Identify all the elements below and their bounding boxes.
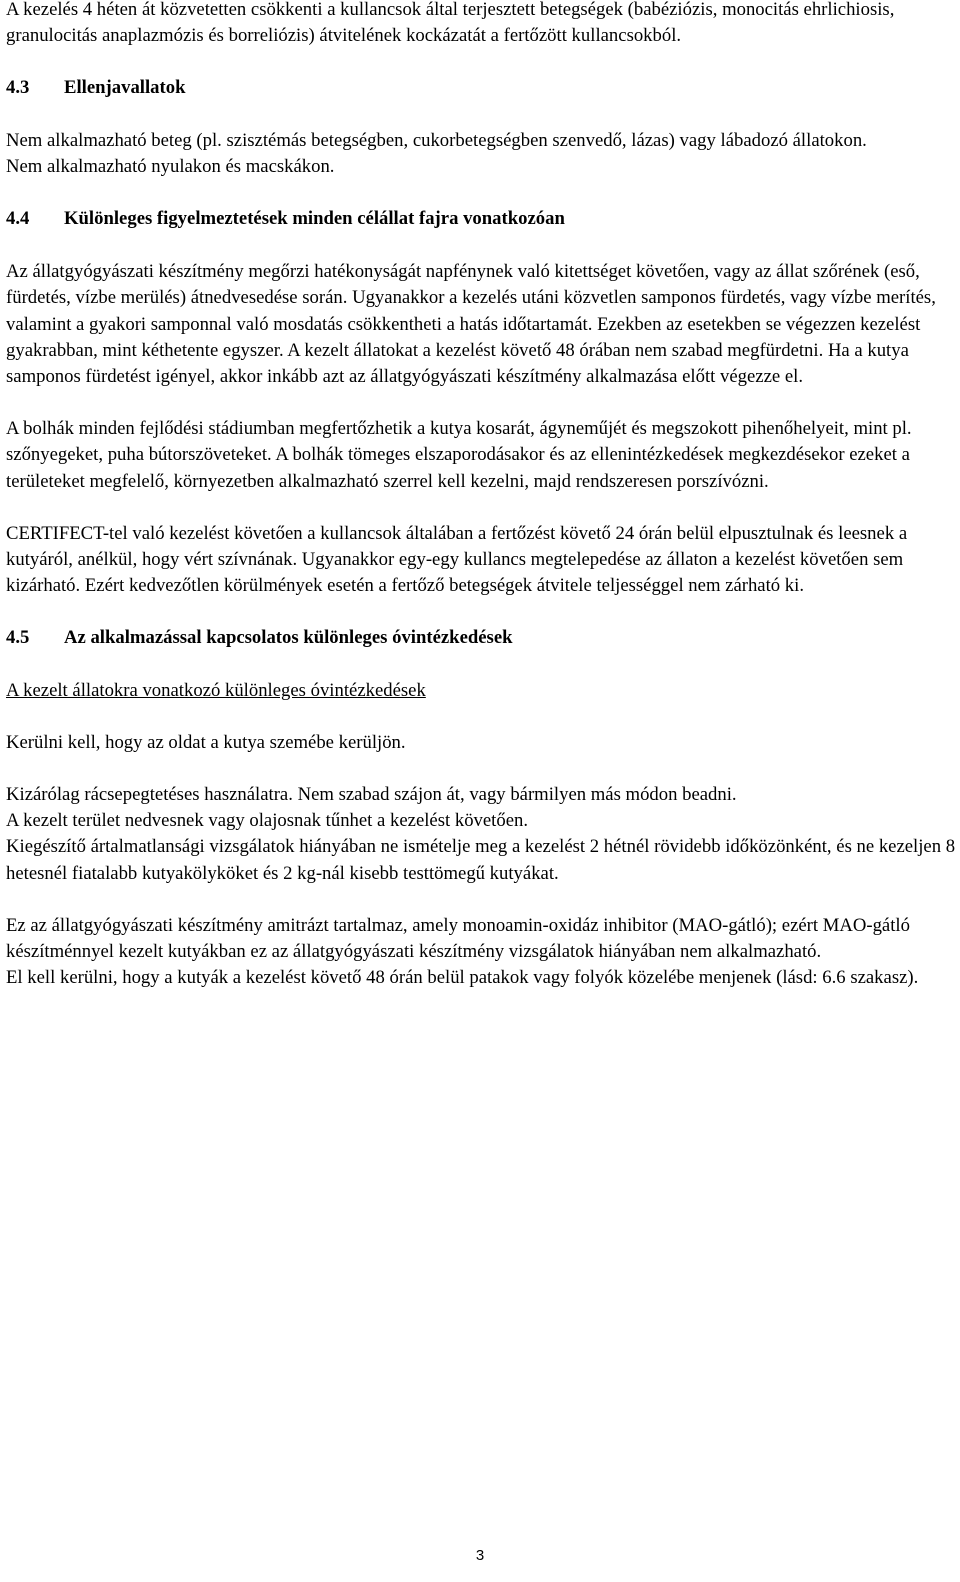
section-heading-4-3 <box>6 75 956 101</box>
section-heading-4-4 <box>6 206 956 232</box>
contraindication-paragraph: Nem alkalmazható nyulakon és macskákon. <box>6 155 335 177</box>
precaution-line: Kizárólag rácsepegtetéses használatra. Nem szabad szájon át, vagy bármilyen más módon beadni. <box>6 784 737 806</box>
intro-paragraph: A kezelés 4 héten át közvetetten csökkenti a kullancsok által terjesztett betegségek (babéziózis, monocitás ehrlichiosis, granulocitás anaplazmózis és borreliózis) átvitelének kockázatát a fertőzött kullancsokból. <box>6 0 895 47</box>
section-heading-4-5 <box>6 625 956 651</box>
precaution-line: Ez az állatgyógyászati készítmény amitrázt tartalmaz, amely monoamin-oxidáz inhibitor (MAO-gátló); ezért MAO-gátló készítménnyel kezelt kutyákban ez az állatgyógyászati készítmény vizsgálatok hiányában nem alkalmazható. <box>6 914 910 963</box>
document-body <box>6 0 956 991</box>
section-number: 4.4 <box>6 208 30 230</box>
precaution-block <box>6 782 956 887</box>
section-number: 4.3 <box>6 77 30 99</box>
warning-paragraph: A bolhák minden fejlődési stádiumban megfertőzhetik a kutya kosarát, ágyneműjét és megszokott pihenőhelyeit, mint pl. szőnyegeket, puha bútorszöveteket. A bolhák tömeges elszaporodásakor és az ellenintézkedések megkezdésekor ezeket a területeket megfelelő, környezetben alkalmazható szerrel kell kezelni, majd rendszeresen porszívózni. <box>6 418 912 492</box>
warning-paragraph: Az állatgyógyászati készítmény megőrzi hatékonyságát napfénynek való kitettséget követően, vagy az állat szőrének (eső, fürdetés, vízbe merülés) átnedvesedése során. Ugyanakkor a kezelés utáni közvetlen samponos fürdetés, vagy vízbe merítés, valamint a gyakori samponnal való mosdatás csökkentheti a hatás időtartamát. Ezekben az esetekben se végezzen kezelést gyakrabban, mint kéthetente egyszer. A kezelt állatokat a kezelést követő 48 órában nem szabad megfürdetni. Ha a kutya samponos fürdetést igényel, akkor inkább azt az állatgyógyászati készítmény alkalmazása előtt végezze el. <box>6 261 936 388</box>
precaution-line: El kell kerülni, hogy a kutyák a kezelést követő 48 órán belül patakok vagy folyók közelébe menjenek (lásd: 6.6 szakasz). <box>6 967 919 989</box>
section-title: Az alkalmazással kapcsolatos különleges óvintézkedések <box>64 627 513 649</box>
contraindication-paragraph: Nem alkalmazható beteg (pl. szisztémás betegségben, cukorbetegségben szenvedő, lázas) vagy lábadozó állatokon. <box>6 129 867 151</box>
section-title: Különleges figyelmeztetések minden célállat fajra vonatkozóan <box>64 208 565 230</box>
warning-paragraph: CERTIFECT-tel való kezelést követően a kullancsok általában a fertőzést követő 24 órán belül elpusztulnak és leesnek a kutyáról, anélkül, hogy vért szívnának. Ugyanakkor egy-egy kullancs megtelepedése az állaton a kezelést követően sem kizárható. Ezért kedvezőtlen körülmények esetén a fertőző betegségek átvitele teljességgel nem zárható ki. <box>6 522 908 597</box>
section-title: Ellenjavallatok <box>64 77 186 99</box>
subheading: A kezelt állatokra vonatkozó különleges óvintézkedések <box>6 679 426 701</box>
page-number: 3 <box>475 1547 485 1564</box>
precaution-block <box>6 913 956 992</box>
precaution-paragraph: Kerülni kell, hogy az oldat a kutya szemébe kerüljön. <box>6 731 406 753</box>
precaution-line: A kezelt terület nedvesnek vagy olajosnak tűnhet a kezelést követően. <box>6 810 529 832</box>
precaution-line: Kiegészítő ártalmatlansági vizsgálatok hiányában ne ismételje meg a kezelést 2 hétnél rövidebb időközönként, és ne kezeljen 8 hetesnél fiatalabb kutyakölyköket és 2 kg-nál kisebb testtömegű kutyákat. <box>6 836 956 884</box>
section-number: 4.5 <box>6 627 30 649</box>
